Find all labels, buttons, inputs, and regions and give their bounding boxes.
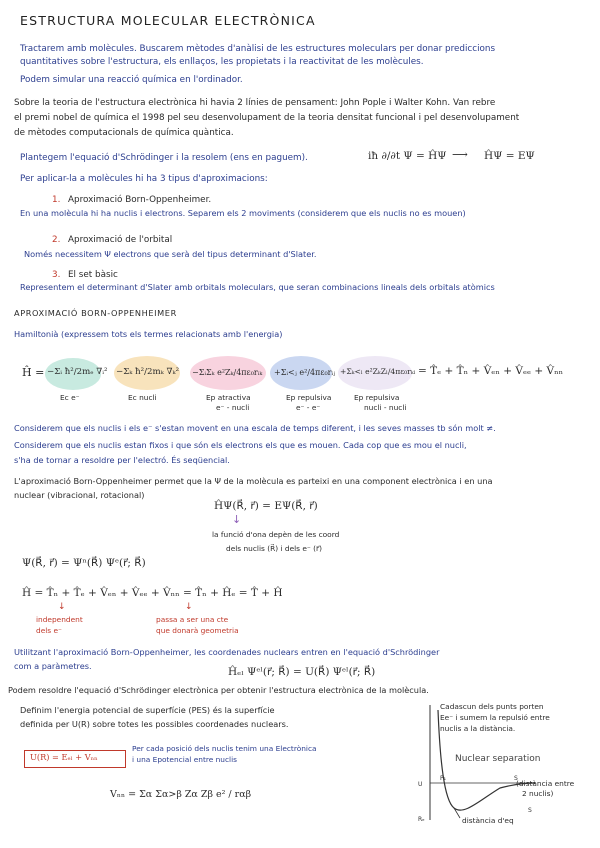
history-line-2: el premi nobel de química el 1998 pel seu desenvolupament de la teoria densitat funcional i pel desenvolupament (14, 113, 520, 123)
schrodinger-eq-stationary: ĤΨ = EΨ (484, 150, 535, 162)
hamiltonian-lhs: Ĥ = (22, 366, 45, 379)
using-line-2: com a paràmetres. (14, 661, 92, 671)
graph-dist-2: 2 nuclis) (522, 789, 554, 798)
approx-2-desc: Només necessitem Ψ electrons que serà del tipus determinant d'Slater. (24, 249, 317, 259)
sublabel-nn-repulsion: nucli - nucli (364, 403, 407, 412)
wavefn-note-2: dels nuclis (R⃗) i dels e⁻ (r⃗) (226, 544, 322, 553)
wavefunction-eq: ĤΨ(R⃗, r⃗) = EΨ(R⃗, r⃗) (214, 500, 318, 512)
schrodinger-eq-time: iħ ∂/∂t Ψ = ĤΨ (368, 150, 447, 162)
approx-intro: Per aplicar-la a molècules hi ha 3 tipus d'aproximacions: (20, 174, 268, 184)
label-nuclear-kinetic: Ec nucli (128, 393, 157, 402)
intro-line-1: Tractarem amb molècules. Buscarem mètodes d'anàlisi de les estructures moleculars per donar prediccions (20, 44, 496, 54)
hamiltonian-heading: Hamiltonià (expressem tots els termes relacionats amb l'energia) (14, 329, 283, 339)
approx-3-name: El set bàsic (68, 270, 118, 280)
approx-2-name: Aproximació de l'orbital (68, 235, 173, 245)
history-line-1: Sobre la teoria de l'estructura electrònica hi havia 2 línies de pensament: John Pople i Walter Kohn. Van rebre (14, 98, 496, 108)
graph-note-2: Ee⁻ i sumem la repulsió entre (440, 713, 550, 722)
hamiltonian-split-eq: Ĥ = T̂ₙ + T̂ₑ + V̂ₑₙ + V̂ₑₑ + V̂ₙₙ = T̂ₙ + Ĥₑ = T̂ + Ĥ (22, 587, 283, 599)
vnn-eq: Vₙₙ = Σα Σα>β Zα Zβ e² / rαβ (110, 789, 252, 800)
graph-r-label: Rₑ (418, 816, 425, 823)
schrodinger-text: Plantegem l'equació d'Schrödinger i la resolem (ens en paguem). (20, 153, 308, 163)
wavefn-note-1: la funció d'ona depèn de les coord (212, 530, 340, 539)
graph-p1-label: P₁ (440, 775, 447, 782)
consider-line-2: Considerem que els nuclis estan fixos i que són els electrons els que es mouen. Cada cop que es mou el nucli, (14, 440, 467, 450)
h-note-1-line-1: independent (36, 615, 83, 624)
consider-line-3: s'ha de tornar a resoldre per l'electró. És seqüencial. (14, 455, 230, 465)
sublabel-attraction: e⁻ - nucli (216, 403, 250, 412)
graph-u-label: U (418, 781, 423, 788)
potential-energy-graph (410, 700, 550, 830)
arrow-down-icon: ↓ (232, 513, 242, 526)
using-line-1: Utilitzant l'aproximació Born-Oppenheimer, les coordenades nuclears entren en l'equació d'Schrödinger (14, 647, 440, 657)
hel-eq: Ĥₑₗ Ψᵉˡ(r⃗; R⃗) = U(R⃗) Ψᵉˡ(r⃗; R⃗) (228, 666, 376, 678)
graph-dist-1: (distància entre (516, 779, 575, 788)
approx-1-num: 1. (52, 195, 61, 205)
history-line-3: de mètodes computacionals de química quàntica. (14, 128, 234, 138)
label-attraction: Ep atractiva (206, 393, 251, 402)
intro-line-3: Podem simular una reacció química en l'ordinador. (20, 75, 243, 85)
pes-line-1: Definim l'energia potencial de superfície (PES) és la superfície (20, 705, 275, 715)
label-nn-repulsion: Ep repulsiva (354, 393, 400, 402)
bo-heading: APROXIMACIÓ BORN-OPPENHEIMER (14, 308, 177, 318)
pes-line-2: definida per U(R) sobre totes les possibles coordenades nuclears. (20, 719, 289, 729)
graph-note-3: nuclis a la distància. (440, 724, 516, 733)
hamiltonian-term-4: +Σᵢ<ⱼ e²/4πε₀rᵢⱼ (274, 368, 336, 377)
intro-line-2: quantitatives sobre l'estructura, els enllaços, les propietats i la reactivitat de les molècules. (20, 57, 424, 67)
approx-3-num: 3. (52, 270, 61, 280)
h-note-2-line-1: passa a ser una cte (156, 615, 229, 624)
per-cada-line-1: Per cada posició dels nuclis tenim una Electrònica (132, 744, 317, 753)
approx-3-desc: Representem el determinant d'Slater amb orbitals moleculars, que seran combinacions lineals dels orbitals atòmics (20, 282, 495, 292)
sublabel-ee-repulsion: e⁻ - e⁻ (296, 403, 321, 412)
arrow-icon-2: ↓ (185, 602, 193, 612)
arrow-icon-1: ↓ (58, 602, 66, 612)
approx-1-name: Aproximació Born-Oppenheimer. (68, 195, 212, 205)
approx-2-num: 2. (52, 235, 61, 245)
graph-label: Nuclear separation (455, 754, 541, 764)
per-cada-line-2: i una Epotencial entre nuclis (132, 755, 237, 764)
hamiltonian-term-2: −Σₖ ħ²/2mₖ ∇ₖ² (116, 367, 180, 377)
page-title: ESTRUCTURA MOLECULAR ELECTRÒNICA (20, 13, 316, 28)
hamiltonian-term-5: +Σₖ<ₗ e²ZₖZₗ/4πε₀rₖₗ (340, 367, 416, 376)
potential-curve (438, 710, 535, 810)
graph-note-1: Cadascun dels punts porten (440, 702, 544, 711)
label-ee-repulsion: Ep repulsiva (286, 393, 332, 402)
hamiltonian-term-3: −ΣᵢΣₖ e²Zₖ/4πε₀rᵢₖ (192, 368, 263, 377)
approx-1-desc: En una molècula hi ha nuclis i electrons. Separem els 2 moviments (considerem que els nuclis no es mouen) (20, 208, 466, 218)
graph-eq-label: distància d'eq (462, 816, 514, 825)
solve-text: Podem resoldre l'equació d'Schrödinger electrònica per obtenir l'estructura electrònica de la molècula. (8, 685, 429, 695)
hamiltonian-term-1: −Σᵢ ħ²/2mₑ ∇ᵢ² (47, 367, 108, 377)
h-note-2-line-2: que donarà geometria (156, 626, 239, 635)
separation-eq: Ψ(R⃗, r⃗) = Ψⁿ(R⃗) Ψᵉ(r⃗; R⃗) (22, 557, 146, 569)
consider-line-1: Considerem que els nuclis i els e⁻ s'estan movent en una escala de temps diferent, i les seves masses tb són molt ≠. (14, 423, 496, 433)
bo-permits-line-2: nuclear (vibracional, rotacional) (14, 490, 145, 500)
graph-p2-label: S (514, 775, 518, 782)
hamiltonian-rhs: = T̂ₑ + T̂ₙ + V̂ₑₙ + V̂ₑₑ + V̂ₙₙ (418, 365, 564, 377)
bo-permits-line-1: L'aproximació Born-Oppenheimer permet que la Ψ de la molècula es parteixi en una component electrònica i en una (14, 476, 493, 486)
schrodinger-arrow: ⟶ (452, 148, 468, 161)
u-box-text: U(R) = Eₑₗ + Vₙₙ (30, 752, 98, 762)
label-electron-kinetic: Ec e⁻ (60, 393, 80, 402)
graph-s-label: S (528, 807, 532, 814)
h-note-1-line-2: dels e⁻ (36, 626, 62, 635)
